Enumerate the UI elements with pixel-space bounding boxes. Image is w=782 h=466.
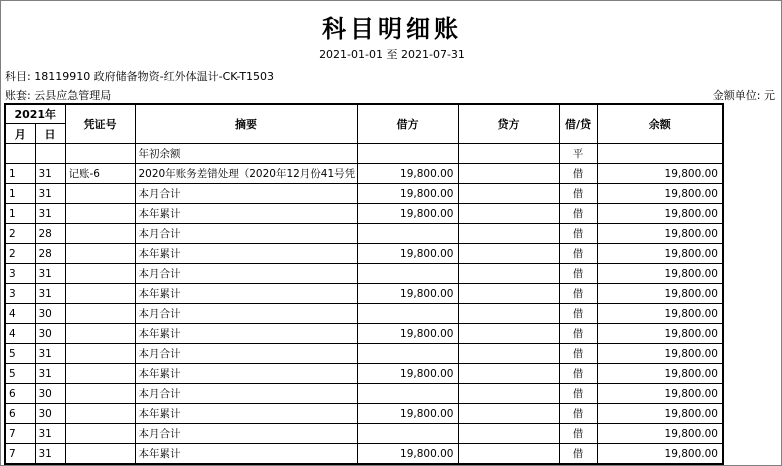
month-cell: 7 [5,444,35,465]
voucher-cell [65,364,135,384]
balance-cell [597,144,723,164]
day-cell: 31 [35,424,65,444]
direction-cell: 借 [559,304,597,324]
table-row [5,144,723,164]
summary-cell: 本月合计 [135,264,357,284]
balance-cell: 19,800.00 [597,424,723,444]
balance-cell: 19,800.00 [597,224,723,244]
voucher-cell [65,144,135,164]
table-row [5,384,723,404]
day-cell: 30 [35,304,65,324]
voucher-cell [65,184,135,204]
table-row [5,364,723,384]
direction-cell: 借 [559,284,597,304]
debit-cell: 19,800.00 [357,324,458,344]
voucher-cell [65,224,135,244]
day-cell: 30 [35,384,65,404]
balance-cell: 19,800.00 [597,284,723,304]
credit-cell [458,304,559,324]
subject-line: 科目: 18119910 政府储备物资-红外体温计-CK-T1503 [5,70,275,83]
month-cell [5,144,35,164]
debit-cell [357,224,458,244]
summary-cell: 本年累计 [135,444,357,465]
summary-cell: 本年累计 [135,404,357,424]
report-period: 2021-01-01 至 2021-07-31 [319,48,465,61]
credit-cell [458,384,559,404]
debit-cell [357,144,458,164]
balance-cell: 19,800.00 [597,384,723,404]
month-cell: 1 [5,164,35,184]
direction-cell: 借 [559,184,597,204]
day-cell: 28 [35,244,65,264]
voucher-cell [65,444,135,465]
direction-cell: 借 [559,324,597,344]
day-cell: 30 [35,404,65,424]
voucher-cell [65,424,135,444]
table-row [5,304,723,324]
month-cell: 1 [5,184,35,204]
voucher-cell [65,344,135,364]
table-row [5,184,723,204]
direction-cell: 借 [559,444,597,465]
debit-cell: 19,800.00 [357,164,458,184]
credit-cell [458,264,559,284]
direction-cell: 借 [559,244,597,264]
summary-cell: 本年累计 [135,204,357,224]
day-cell: 31 [35,364,65,384]
direction-cell: 平 [559,144,597,164]
credit-cell [458,324,559,344]
summary-cell: 年初余额 [135,144,357,164]
credit-cell [458,184,559,204]
day-cell: 31 [35,284,65,304]
ledger-header [5,104,723,144]
balance-cell: 19,800.00 [597,304,723,324]
day-cell: 31 [35,184,65,204]
summary-cell: 本年累计 [135,284,357,304]
balance-cell: 19,800.00 [597,204,723,224]
direction-cell: 借 [559,424,597,444]
table-row [5,324,723,344]
debit-cell [357,304,458,324]
year-header: 2021年 [5,104,65,124]
day-cell: 31 [35,344,65,364]
debit-cell: 19,800.00 [357,284,458,304]
credit-cell [458,164,559,184]
ledger-body [5,144,723,465]
account-set-line: 账套: 云县应急管理局 [5,89,112,102]
day-header: 日 [35,124,65,144]
summary-cell: 本月合计 [135,384,357,404]
month-header: 月 [5,124,35,144]
month-cell: 6 [5,404,35,424]
table-row [5,284,723,304]
month-cell: 5 [5,344,35,364]
table-row [5,204,723,224]
direction-cell: 借 [559,364,597,384]
summary-header: 摘要 [135,104,357,144]
balance-cell: 19,800.00 [597,404,723,424]
voucher-cell [65,404,135,424]
debit-cell: 19,800.00 [357,244,458,264]
balance-cell: 19,800.00 [597,324,723,344]
credit-cell [458,444,559,465]
debit-cell: 19,800.00 [357,364,458,384]
balance-cell: 19,800.00 [597,364,723,384]
credit-cell [458,244,559,264]
balance-header: 余额 [597,104,723,144]
table-row [5,244,723,264]
month-cell: 6 [5,384,35,404]
ledger-table [4,103,724,465]
day-cell: 30 [35,324,65,344]
table-row [5,444,723,465]
summary-cell: 本月合计 [135,424,357,444]
day-cell: 31 [35,444,65,465]
voucher-cell: 记账-6 [65,164,135,184]
month-cell: 3 [5,284,35,304]
balance-cell: 19,800.00 [597,444,723,465]
direction-cell: 借 [559,344,597,364]
month-cell: 2 [5,224,35,244]
balance-cell: 19,800.00 [597,244,723,264]
credit-cell [458,364,559,384]
debit-cell: 19,800.00 [357,404,458,424]
table-row [5,224,723,244]
summary-cell: 本月合计 [135,304,357,324]
credit-cell [458,144,559,164]
month-cell: 4 [5,324,35,344]
voucher-cell [65,264,135,284]
day-cell [35,144,65,164]
day-cell: 31 [35,204,65,224]
summary-cell: 本月合计 [135,344,357,364]
month-cell: 4 [5,304,35,324]
summary-cell: 本月合计 [135,224,357,244]
voucher-cell [65,204,135,224]
debit-cell: 19,800.00 [357,444,458,465]
day-cell: 31 [35,164,65,184]
month-cell: 7 [5,424,35,444]
day-cell: 28 [35,224,65,244]
table-row [5,164,723,184]
credit-cell [458,224,559,244]
summary-cell: 本年累计 [135,324,357,344]
voucher-cell [65,244,135,264]
day-cell: 31 [35,264,65,284]
direction-cell: 借 [559,164,597,184]
direction-cell: 借 [559,404,597,424]
summary-cell: 本月合计 [135,184,357,204]
table-row [5,264,723,284]
voucher-cell [65,284,135,304]
summary-cell: 2020年账务差错处理（2020年12月份41号凭 [135,164,357,184]
credit-header: 贷方 [458,104,559,144]
debit-cell [357,424,458,444]
table-row [5,424,723,444]
month-cell: 1 [5,204,35,224]
direction-cell: 借 [559,384,597,404]
summary-cell: 本年累计 [135,364,357,384]
month-cell: 2 [5,244,35,264]
month-cell: 5 [5,364,35,384]
direction-cell: 借 [559,224,597,244]
credit-cell [458,284,559,304]
balance-cell: 19,800.00 [597,264,723,284]
summary-cell: 本年累计 [135,244,357,264]
month-cell: 3 [5,264,35,284]
balance-cell: 19,800.00 [597,184,723,204]
voucher-cell [65,384,135,404]
debit-cell [357,264,458,284]
voucher-cell [65,324,135,344]
debit-cell [357,344,458,364]
debit-header: 借方 [357,104,458,144]
table-row [5,344,723,364]
amount-unit-label: 金额单位: 元 [712,89,775,102]
debit-cell: 19,800.00 [357,184,458,204]
direction-header: 借/贷 [559,104,597,144]
table-row [5,404,723,424]
direction-cell: 借 [559,204,597,224]
direction-cell: 借 [559,264,597,284]
credit-cell [458,404,559,424]
debit-cell [357,384,458,404]
balance-cell: 19,800.00 [597,344,723,364]
voucher-cell [65,304,135,324]
report-title: 科目明细账 [322,14,462,43]
voucher-header: 凭证号 [65,104,135,144]
credit-cell [458,344,559,364]
credit-cell [458,204,559,224]
credit-cell [458,424,559,444]
debit-cell: 19,800.00 [357,204,458,224]
balance-cell: 19,800.00 [597,164,723,184]
